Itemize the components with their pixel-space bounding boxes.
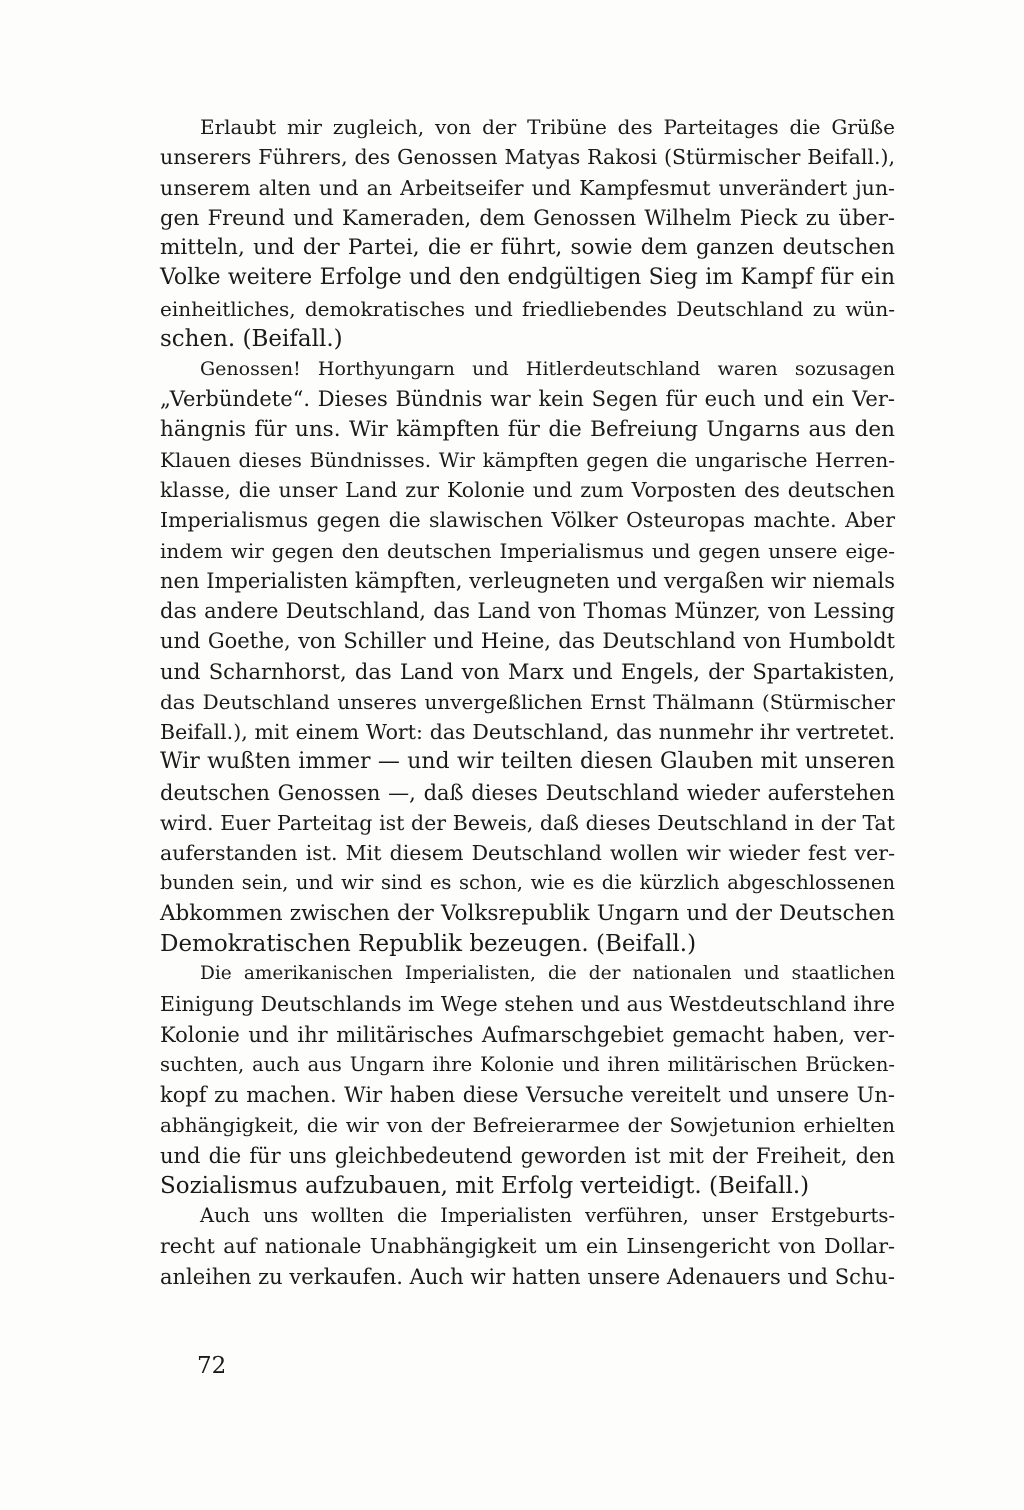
text-line: das andere Deutschland, das Land von Thomas Münzer, von Lessing [160, 599, 895, 623]
text-line: recht auf nationale Unabhängigkeit um ein Linsengericht von Dollar- [160, 1234, 895, 1259]
text-line: einheitliches, demokratisches und friedliebendes Deutschland zu wün- [160, 296, 895, 321]
text-line: Sozialismus aufzubauen, mit Erfolg verteidigt. (Beifall.) [160, 1172, 810, 1199]
text-line: Genossen! Horthyungarn und Hitlerdeutschland waren sozusagen [200, 358, 895, 380]
text-line: nen Imperialisten kämpften, verleugneten und vergaßen wir niemals [160, 568, 895, 593]
text-line: das Deutschland unseres unvergeßlichen Ernst Thälmann (Stürmischer [160, 689, 895, 714]
text-line: kopf zu machen. Wir haben diese Versuche vereitelt und unsere Un- [160, 1083, 895, 1107]
text-line: schen. (Beifall.) [160, 325, 343, 352]
text-line: unserers Führers, des Genossen Matyas Rakosi (Stürmischer Beifall.), [160, 145, 895, 170]
text-line: hängnis für uns. Wir kämpften für die Befreiung Ungarns aus den [160, 416, 895, 442]
text-line: Imperialismus gegen die slawischen Völker Osteuropas machte. Aber [160, 508, 895, 533]
text-line: auferstanden ist. Mit diesem Deutschland wollen wir wieder fest ver- [160, 841, 895, 865]
text-line: unserem alten und an Arbeitseifer und Kampfesmut unverändert jun- [160, 175, 895, 200]
text-line: suchten, auch aus Ungarn ihre Kolonie und ihren militärischen Brücken- [160, 1052, 895, 1076]
text-line: Erlaubt mir zugleich, von der Tribüne des Parteitages die Grüße [200, 115, 895, 139]
text-line: klasse, die unser Land zur Kolonie und zum Vorposten des deutschen [160, 478, 895, 502]
text-line: Volke weitere Erfolge und den endgültigen Sieg im Kampf für ein [160, 265, 895, 291]
text-line: gen Freund und Kameraden, dem Genossen Wilhelm Pieck zu über- [160, 205, 895, 230]
text-line: Wir wußten immer — und wir teilten diesen Glauben mit unseren [160, 749, 895, 775]
text-line: und die für uns gleichbedeutend geworden ist mit der Freiheit, den [160, 1143, 895, 1168]
text-line: Kolonie und ihr militärisches Aufmarschgebiet gemacht haben, ver- [160, 1022, 895, 1047]
text-line: Beifall.), mit einem Wort: das Deutschland, das nunmehr ihr vertretet. [160, 720, 895, 744]
body-text [160, 112, 895, 1292]
text-line: wird. Euer Parteitag ist der Beweis, daß dieses Deutschland in der Tat [160, 810, 895, 835]
text-line: abhängigkeit, die wir von der Befreierarmee der Sowjetunion erhielten [160, 1113, 895, 1138]
text-line: Einigung Deutschlands im Wege stehen und aus Westdeutschland ihre [160, 992, 895, 1017]
text-line: „Verbündete“. Dieses Bündnis war kein Segen für euch und ein Ver- [160, 387, 895, 412]
text-line: Die amerikanischen Imperialisten, die der nationalen und staatlichen [200, 963, 895, 984]
text-line: und Goethe, von Schiller und Heine, das Deutschland von Humboldt [160, 629, 895, 654]
page-number: 72 [197, 1353, 227, 1379]
text-line: indem wir gegen den deutschen Imperialismus und gegen unsere eige- [160, 538, 895, 563]
text-line: und Scharnhorst, das Land von Marx und Engels, der Spartakisten, [160, 659, 895, 684]
text-line: Demokratischen Republik bezeugen. (Beifall.) [160, 930, 697, 957]
text-line: deutschen Genossen —, daß dieses Deutschland wieder auferstehen [160, 780, 895, 805]
text-line: anleihen zu verkaufen. Auch wir hatten unsere Adenauers und Schu- [160, 1264, 895, 1289]
text-line: Abkommen zwischen der Volksrepublik Ungarn und der Deutschen [160, 900, 895, 926]
text-line: Auch uns wollten die Imperialisten verführen, unser Erstgeburts- [200, 1204, 895, 1227]
text-line: Klauen dieses Bündnisses. Wir kämpften gegen die ungarische Herren- [160, 447, 895, 472]
text-line: bunden sein, und wir sind es schon, wie es die kürzlich abgeschlossenen [160, 871, 895, 895]
text-line: mitteln, und der Partei, die er führt, sowie dem ganzen deutschen [160, 235, 895, 260]
